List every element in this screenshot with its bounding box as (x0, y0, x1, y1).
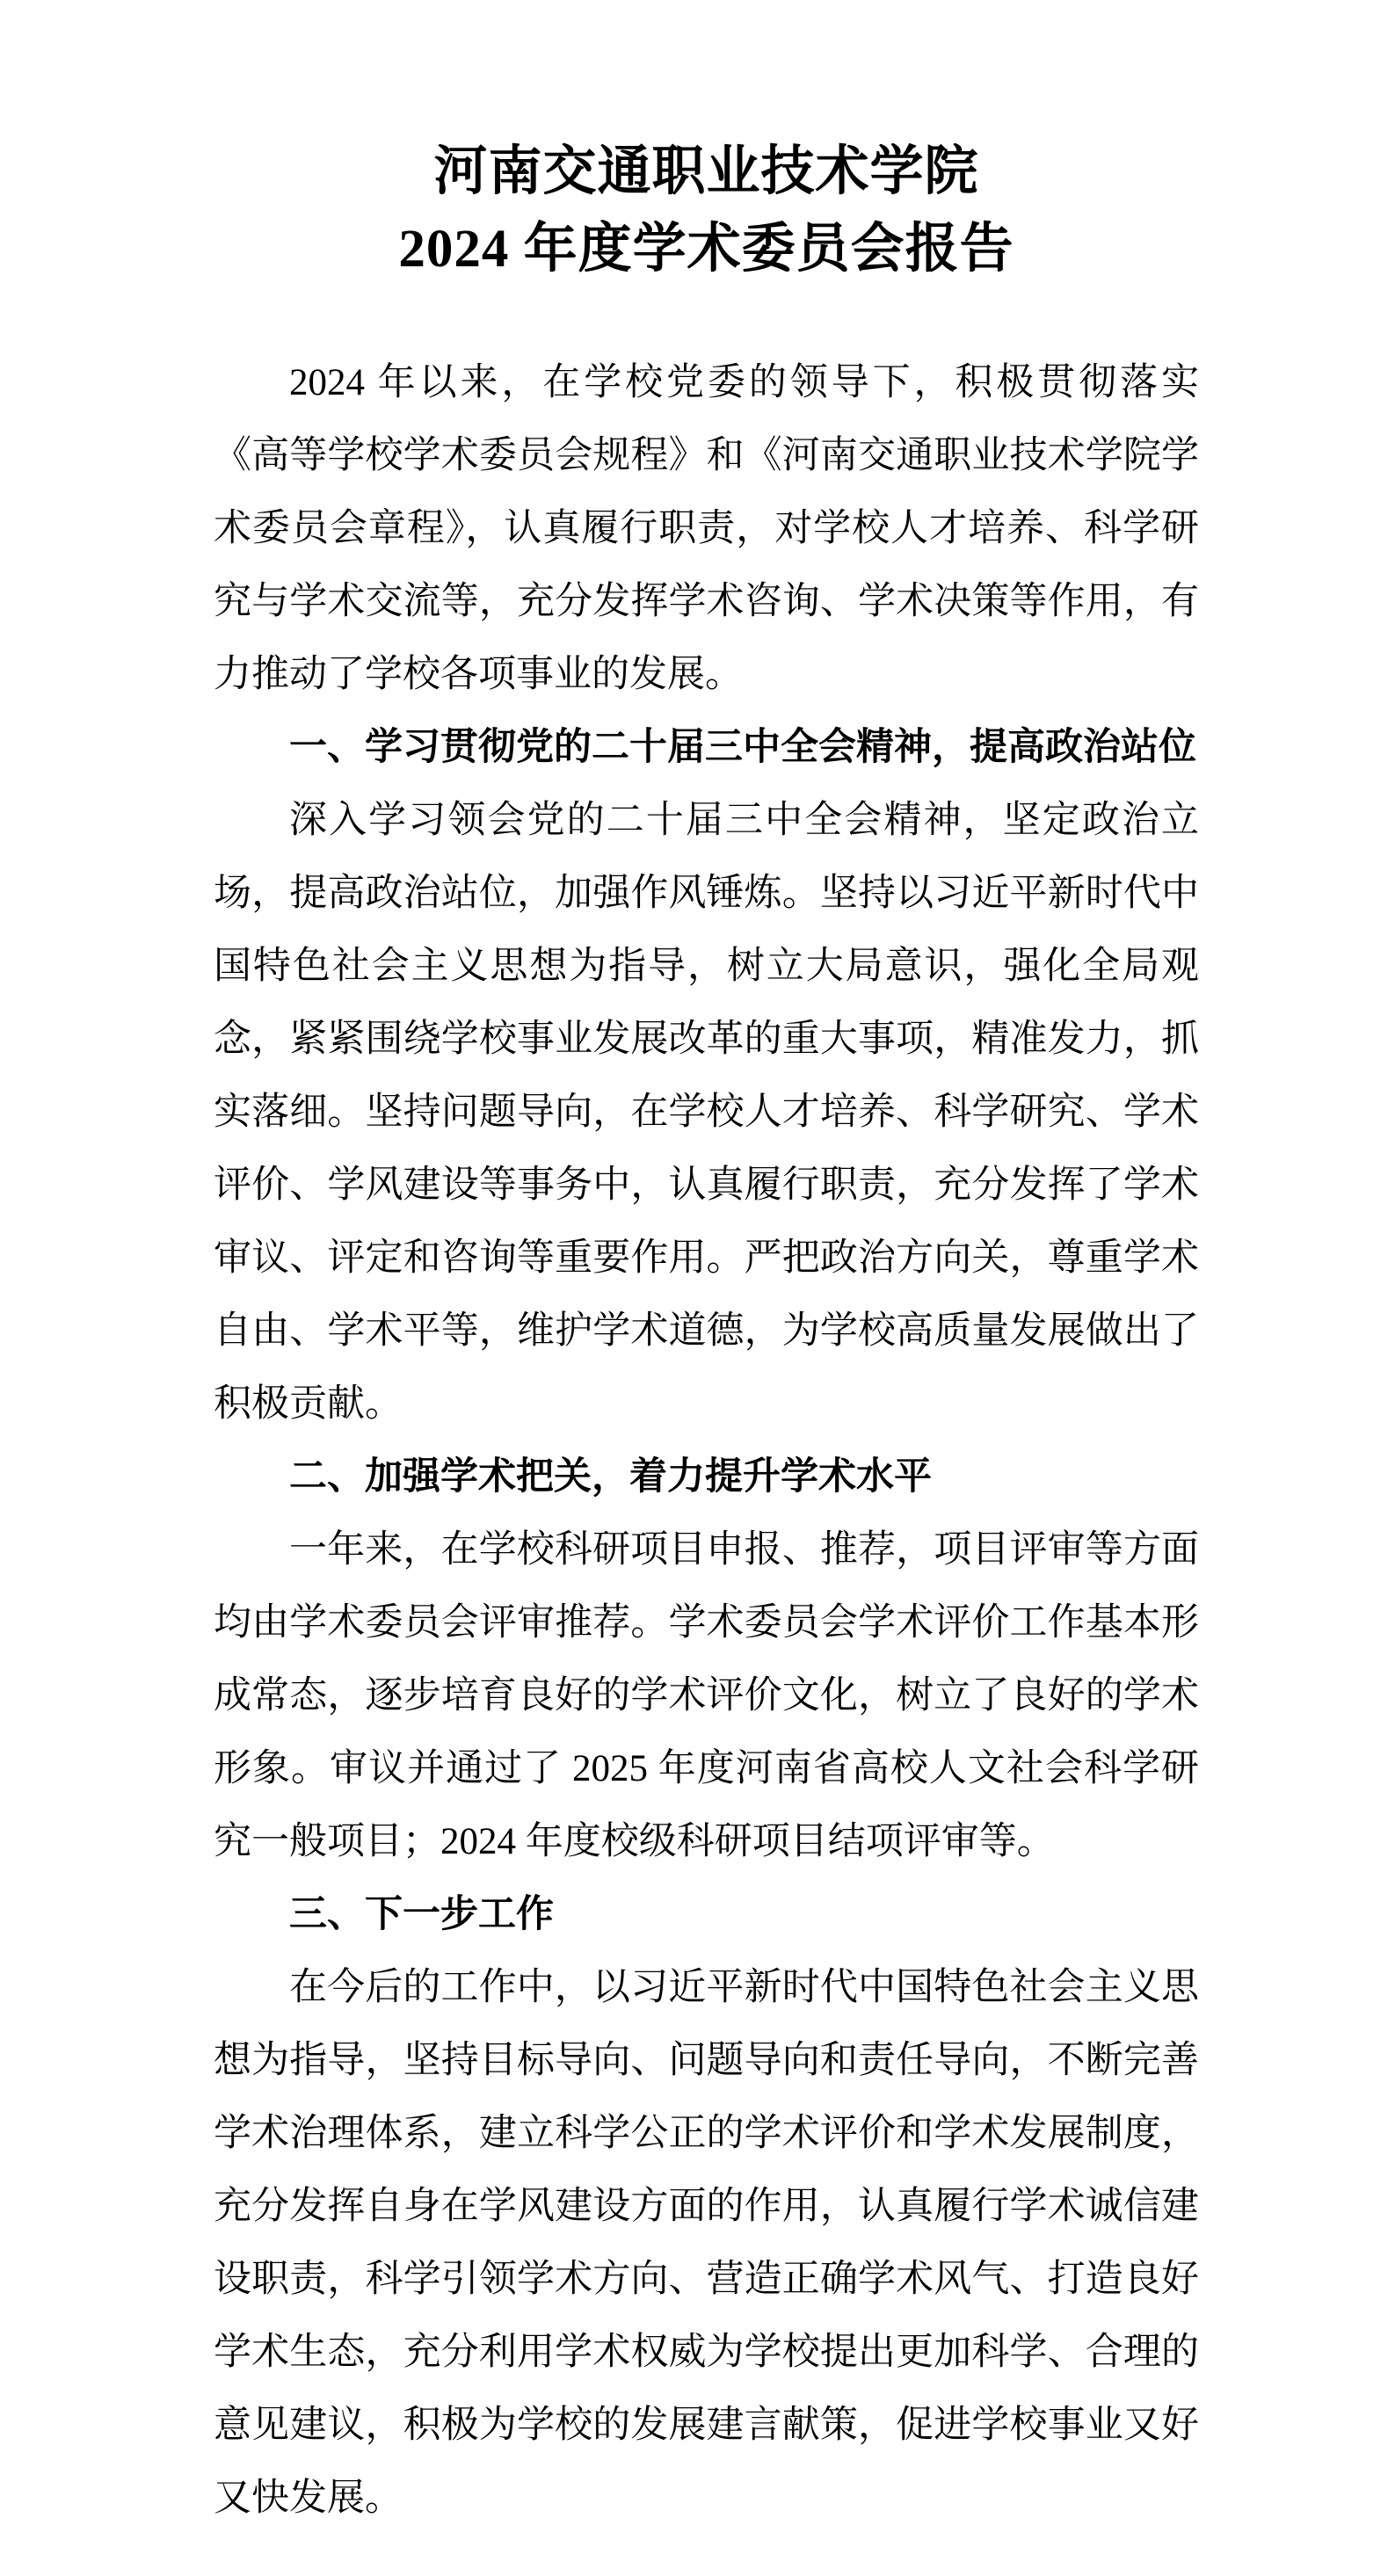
section-3-paragraph: 在今后的工作中，以习近平新时代中国特色社会主义思想为指导，坚持目标导向、问题导向和责任导向，不断完善学术治理体系，建立科学公正的学术评价和学术发展制度，充分发挥自身在学风建设方面的作用，认真履行学术诚信建设职责，科学引领学术方向、营造正确学术风气、打造良好学术生态，充分利用学术权威为学校提出更加科学、合理的意见建议，积极为学校的发展建言献策，促进学校事业又好又快发展。 (214, 1967, 1199, 2519)
section-1-paragraph: 深入学习领会党的二十届三中全会精神，坚定政治立场，提高政治站位，加强作风锤炼。坚持以习近平新时代中国特色社会主义思想为指导，树立大局意识，强化全局观念，紧紧围绕学校事业发展改革的重大事项，精准发力，抓实落细。坚持问题导向，在学校人才培养、科学研究、学术评价、学风建设等事务中，认真履行职责，充分发挥了学术审议、评定和咨询等重要作用。严把政治方向关，尊重学术自由、学术平等，维护学术道德，为学校高质量发展做出了积极贡献。 (214, 800, 1199, 1425)
section-1-heading: 一、学习贯彻党的二十届三中全会精神，提高政治站位 (289, 726, 1196, 768)
intro-paragraph: 2024 年以来，在学校党委的领导下，积极贯彻落实《高等学校学术委员会规程》和《河南交通职业技术学院学术委员会章程》，认真履行职责，对学校人才培养、科学研究与学术交流等，充分发挥学术咨询、学术决策等作用，有力推动了学校各项事业的发展。 (214, 362, 1199, 695)
document-title (214, 134, 1199, 288)
section-3-heading: 三、下一步工作 (289, 1893, 554, 1935)
section-2-paragraph: 一年来，在学校科研项目申报、推荐，项目评审等方面均由学术委员会评审推荐。学术委员会学术评价工作基本形成常态，逐步培育良好的学术评价文化，树立了良好的学术形象。审议并通过了 2025 年度河南省高校人文社会科学研究一般项目；2024 年度校级科研项目结项评审等。 (214, 1529, 1199, 1862)
document-title-line-1: 河南交通职业技术学院 (433, 142, 979, 201)
document-title-line-2: 2024 年度学术委员会报告 (398, 220, 1014, 279)
section-2-heading: 二、加强学术把关，着力提升学术水平 (289, 1455, 932, 1498)
